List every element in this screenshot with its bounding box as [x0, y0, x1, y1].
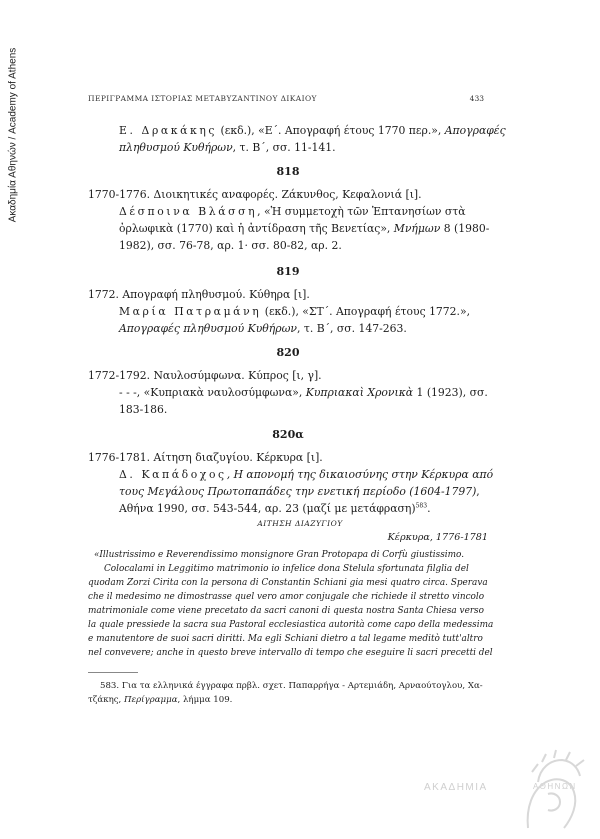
continuation-line-1: Ε. Δρακάκης (εκδ.), «Ε΄. Απογραφή έτους 1770 περ.», Απογραφές: [119, 124, 506, 137]
entry-citation-line: Μαρία Πατραμάνη (εκδ.), «ΣΤ΄. Απογραφή έτους 1772.»,: [119, 305, 471, 318]
entry-heading: 1776-1781. Αίτηση διαζυγίου. Κέρκυρα [ι].: [88, 451, 323, 464]
document-line: la quale pressiede la sacra sua Pastoral ecclesiastica autorità come capo della medessima: [88, 620, 494, 630]
footnote-reference: 583: [415, 502, 428, 510]
document-line: nel convevere; anche in questo breve intervallo di tempo che eseguire li sacri precetti del: [88, 648, 493, 658]
continuation-line-2: πληθυσμού Κυθήρων, τ. Β΄, σσ. 11-141.: [119, 141, 336, 154]
entry-citation-line: Απογραφές πληθυσμού Κυθήρων, τ. Β΄, σσ. 147-263.: [119, 322, 407, 335]
footnote-number: 583.: [100, 681, 120, 691]
document-place-date: Κέρκυρα, 1776-1781: [387, 532, 488, 543]
entry-number: 820: [276, 346, 300, 359]
footnote-line: τζάκης, Περίγραμμα, λήμμα 109.: [88, 695, 233, 705]
entry-number: 819: [276, 265, 300, 278]
entry-citation-line: Δ. Καπάδοχος, Η απονομή της δικαιοσύνης στην Κέρκυρα από: [119, 468, 494, 481]
watermark-left-text: ΑΚΑΔΗΜΙΑ: [424, 782, 488, 793]
entry-citation-line: 183-186.: [119, 403, 168, 416]
entry-heading: 1772-1792. Ναυλοσύμφωνα. Κύπρος [ι, γ].: [88, 369, 322, 382]
academy-emblem-icon: [498, 748, 594, 834]
document-line: matrimoniale come viene precetato da sacri canoni di questa nostra Santa Chiesa verso: [88, 606, 484, 616]
running-head: ΠΕΡΙΓΡΑΜΜΑ ΙΣΤΟΡΙΑΣ ΜΕΤΑΒΥΖΑΝΤΙΝΟΥ ΔΙΚΑΙΟΥ: [88, 94, 317, 103]
entry-citation-line: τους Μεγάλους Πρωτοπαπάδες την ενετική περίοδο (1604-1797),: [119, 485, 480, 498]
page-number: 433: [469, 94, 484, 103]
document-heading: ΑΙΤΗΣΗ ΔΙΑΖΥΓΙΟΥ: [257, 519, 343, 528]
footnote-line: 583. Για τα ελληνικά έγγραφα πρβλ. σχετ. Παπαρρήγα - Αρτεμιάδη, Αρναούτογλου, Χα-: [100, 681, 483, 691]
entry-heading: 1770-1776. Διοικητικές αναφορές. Ζάκυνθος, Κεφαλονιά [ι].: [88, 188, 422, 201]
author-name: Δέσποινα Βλάσση: [119, 205, 258, 218]
document-line: quodam Zorzi Cirita con la persona di Constantin Schiani gia mesi quatro circa. Sperava: [88, 578, 488, 588]
document-line: che il medesimo ne dimostrasse quel vero amor conjugale che richiede il stretto vincolo: [88, 592, 485, 602]
document-line: Colocalami in Leggitimo matrimonio io infelice dona Stelula sfortunata filglia del: [104, 564, 469, 574]
entry-citation-line: - - -, «Κυπριακὰ ναυλοσύμφωνα», Κυπριακαὶ Χρονικὰ 1 (1923), σσ.: [119, 386, 488, 399]
entry-citation-line: Αθήνα 1990, σσ. 543-544, αρ. 23 (μαζί με μετάφραση)$^{583}$.: [119, 502, 431, 515]
entry-citation-line: 1982), σσ. 76-78, αρ. 1· σσ. 80-82, αρ. 2.: [119, 239, 342, 252]
author-name: Δ. Καπάδοχος: [119, 468, 227, 481]
document-line: «Illustrissimo e Reverendissimo monsignore Gran Protopapa di Corfù giustissimo.: [94, 550, 465, 560]
author-name: Μαρία Πατραμάνη: [119, 305, 262, 318]
watermark-right-text: ΑΘΗΝΩΝ: [533, 782, 577, 791]
academy-side-label: Ακαδημία Αθηνών / Academy of Athens: [7, 47, 19, 223]
entry-number: 820α: [272, 428, 304, 441]
footnote-rule: [88, 672, 138, 673]
entry-citation-line: ὀρλωφικὰ (1770) καὶ ἡ ἀντίδραση τῆς Βενετίας», Μνήμων 8 (1980-: [119, 222, 490, 235]
entry-heading: 1772. Απογραφή πληθυσμού. Κύθηρα [ι].: [88, 288, 310, 301]
author-name: Ε. Δρακάκης: [119, 124, 218, 137]
entry-number: 818: [276, 165, 300, 178]
document-line: e manutentore de suoi sacri diritti. Ma egli Schiani dietro a tal legame meditò tutt'altro: [88, 634, 483, 644]
entry-citation-line: Δέσποινα Βλάσση, «Ἡ συμμετοχὴ τῶν Ἑπτανησίων στὰ: [119, 205, 466, 218]
